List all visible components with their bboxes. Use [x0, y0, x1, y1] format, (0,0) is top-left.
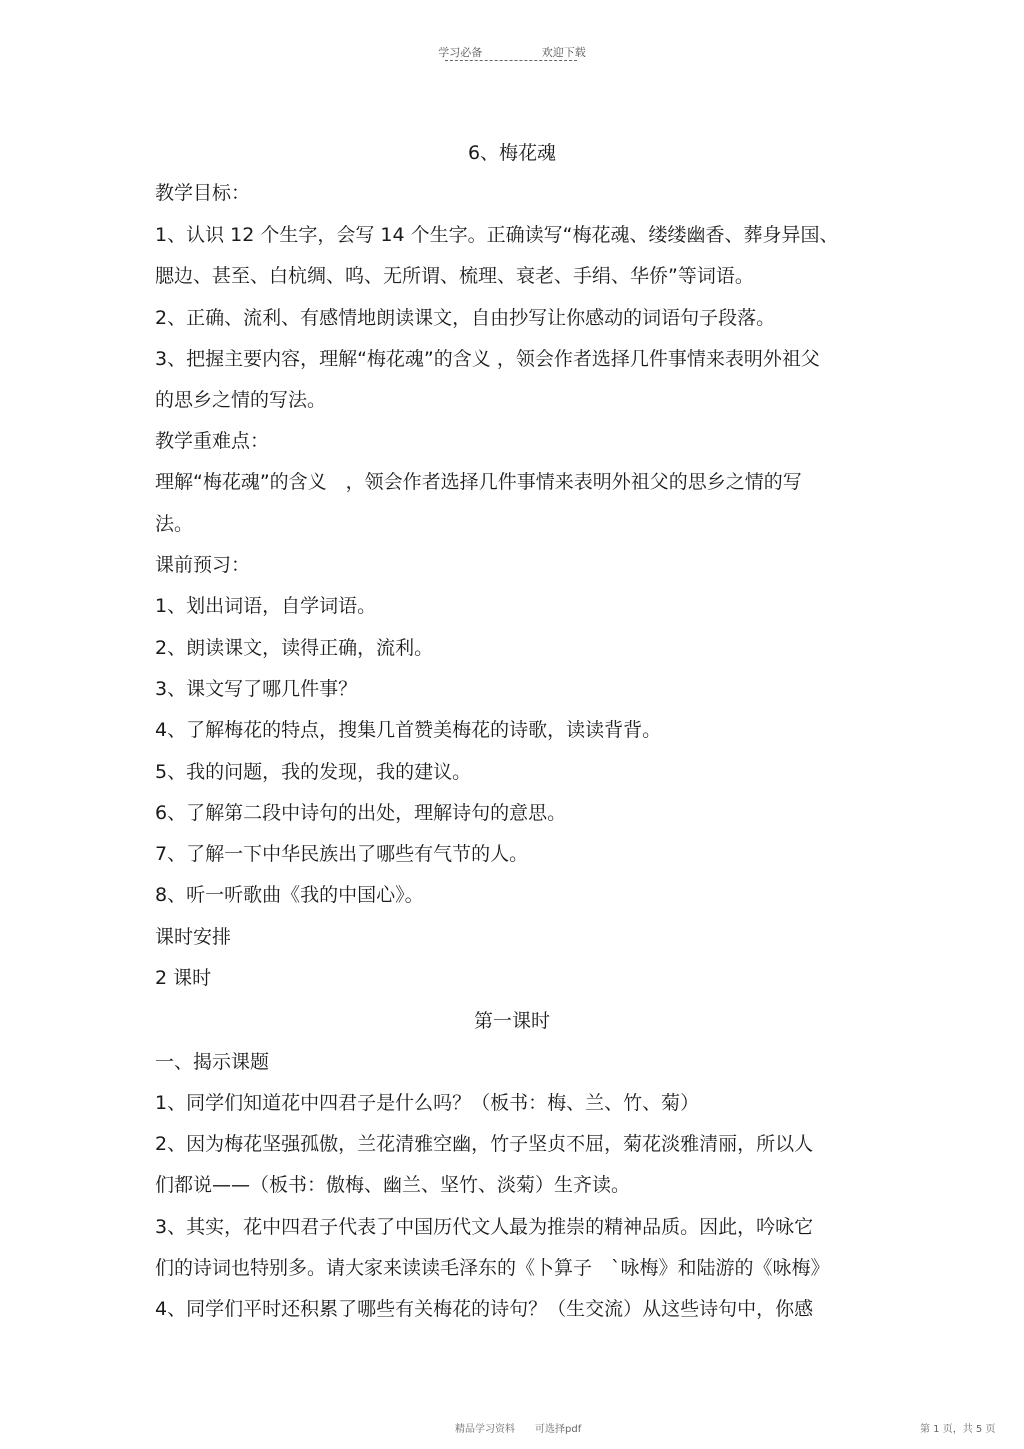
header-divider	[445, 60, 577, 61]
footer-left-text: 精品学习资料 可选择pdf	[455, 1424, 582, 1435]
text-line: 4、同学们平时还积累了哪些有关梅花的诗句？（生交流）从这些诗句中，你感	[155, 1298, 814, 1320]
text-line: 课前预习：	[155, 554, 251, 576]
text-line: 法。	[155, 513, 194, 535]
text-line: 6、了解第二段中诗句的出处，理解诗句的意思。	[155, 802, 567, 824]
text-line: 腮边、甚至、白杭绸、呜、无所谓、梳理、衰老、手绢、华侨”等词语。	[155, 265, 754, 287]
text-line: 7、了解一下中华民族出了哪些有气节的人。	[155, 843, 529, 865]
text-line: 4、了解梅花的特点，搜集几首赞美梅花的诗歌，读读背背。	[155, 719, 662, 741]
text-line: 2、因为梅花坚强孤傲，兰花清雅空幽，竹子坚贞不屈，菊花淡雅清丽，所以人	[155, 1133, 814, 1155]
document-title: 6、梅花魂	[467, 142, 557, 164]
page-number: 第 1 页，共 5 页	[920, 1424, 996, 1435]
header-left-text: 学习必备	[438, 46, 483, 59]
text-line: 3、把握主要内容，理解“梅花魂”的含义 ，领会作者选择几件事情来表明外祖父	[155, 348, 820, 370]
text-line: 8、听一听歌曲《我的中国心》。	[155, 884, 424, 906]
text-line: 2、朗读课文，读得正确，流利。	[155, 637, 434, 659]
text-line: 1、划出词语，自学词语。	[155, 595, 377, 617]
text-line: 教学目标：	[155, 182, 251, 204]
text-line: 1、认识 12 个生字，会写 14 个生字。正确读写“梅花魂、缕缕幽香、葬身异国、	[155, 224, 839, 246]
header-right-text: 欢迎下载	[541, 46, 586, 59]
text-line: 5、我的问题，我的发现，我的建议。	[155, 761, 472, 783]
text-line: 们的诗词也特别多。请大家来读读毛泽东的《卜算子 `咏梅》和陆游的《咏梅》	[155, 1257, 830, 1279]
section-title: 第一课时	[473, 1010, 550, 1032]
page-header	[0, 44, 1024, 60]
text-line: 1、同学们知道花中四君子是什么吗？（板书：梅、兰、竹、菊）	[155, 1092, 700, 1114]
text-line: 的思乡之情的写法。	[155, 389, 327, 411]
text-line: 3、课文写了哪几件事？	[155, 678, 358, 700]
text-line: 一、揭示课题	[155, 1051, 270, 1073]
text-line: 教学重难点：	[155, 430, 270, 452]
text-line: 3、其实，花中四君子代表了中国历代文人最为推崇的精神品质。因此，吟咏它	[155, 1216, 814, 1238]
text-line: 2、正确、流利、有感情地朗读课文，自由抄写让你感动的词语句子段落。	[155, 307, 776, 329]
text-line: 2 课时	[155, 967, 212, 989]
text-line: 们都说——（板书：傲梅、幽兰、坚竹、淡菊）生齐读。	[155, 1174, 631, 1196]
text-line: 课时安排	[155, 926, 232, 948]
text-line: 理解“梅花魂”的含义 ，领会作者选择几件事情来表明外祖父的思乡之情的写	[155, 471, 802, 493]
